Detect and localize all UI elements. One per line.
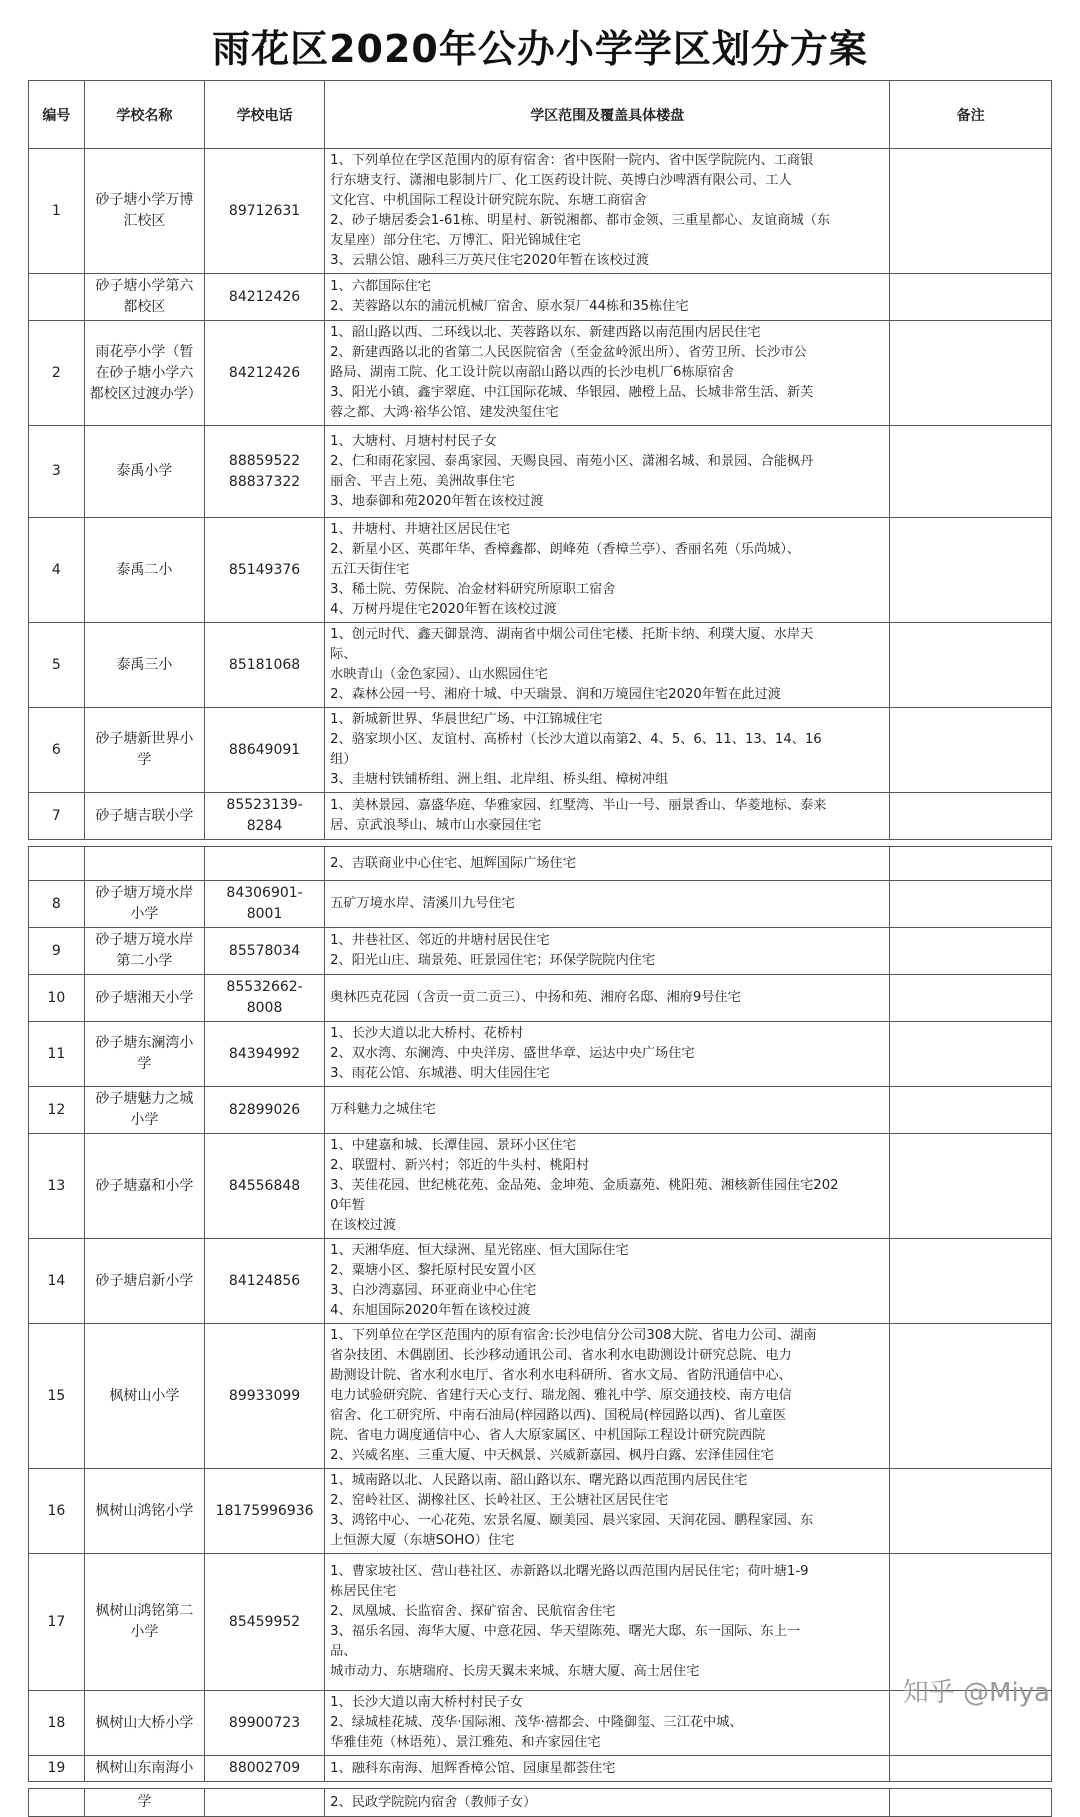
scope-line: 行东塘支行、潇湘电影制片厂、化工医药设计院、英博白沙啤酒有限公司、工人 — [330, 173, 792, 188]
cell-note — [890, 518, 1052, 623]
cell-note — [890, 1789, 1052, 1817]
scope-line: 2、联盟村、新兴村；邻近的牛头村、桃阳村 — [330, 1158, 590, 1173]
cell-no: 2 — [29, 321, 85, 426]
scope-line: 1、大塘村、月塘村村民子女 — [330, 433, 497, 449]
cell-note — [890, 708, 1052, 793]
scope-line: 1、下列单位在学区范围内的原有宿舍：省中医附一院内、省中医学院院内、工商银 — [330, 153, 814, 168]
cell-no: 12 — [29, 1087, 85, 1134]
scope-line: 1、井塘村、井塘社区居民住宅 — [330, 522, 510, 537]
scope-line: 2、民政学院院内宿舍（教师子女） — [330, 1794, 537, 1810]
scope-line: 居、京武浪琴山、城市山水豪园住宅 — [330, 818, 542, 833]
cell-scope — [325, 708, 890, 793]
table-row — [29, 426, 1052, 518]
cell-scope — [325, 881, 890, 928]
scope-line: 1、天湘华庭、恒大绿洲、星光铭座、恒大国际住宅 — [330, 1243, 629, 1258]
cell-scope — [325, 321, 890, 426]
cell-school-name: 砂子塘湘天小学 — [84, 975, 204, 1022]
scope-line: 2、芙蓉路以东的浦沅机械厂宿舍、原水泵厂44栋和35栋住宅 — [330, 299, 689, 314]
scope-line: 3、地泰御和苑2020年暂在该校过渡 — [330, 493, 544, 509]
cell-phone: 84306901-8001 — [204, 881, 324, 928]
scope-line: 组） — [330, 752, 357, 767]
scope-line: 1、韶山路以西、二环线以北、芙蓉路以东、新建西路以南范围内居民住宅 — [330, 325, 761, 340]
scope-line: 1、城南路以北、人民路以南、韶山路以东、曙光路以西范围内居民住宅 — [330, 1473, 748, 1488]
header-note: 备注 — [890, 81, 1052, 149]
cell-school-name: 砂子塘吉联小学 — [84, 793, 204, 840]
scope-line: 勘测设计院、省水利水电厅、省水利水电科研所、省水文局、省防汛通信中心、 — [330, 1368, 792, 1383]
table-row — [29, 321, 1052, 426]
table-row — [29, 149, 1052, 274]
cell-phone: 89900723 — [204, 1691, 324, 1756]
table-row — [29, 975, 1052, 1022]
cell-scope — [325, 1087, 890, 1134]
cell-school-name: 砂子塘魅力之城小学 — [84, 1087, 204, 1134]
cell-scope — [325, 1134, 890, 1239]
cell-scope — [325, 975, 890, 1022]
scope-line: 1、曹家坡社区、营山巷社区、赤新路以北曙光路以西范围内居民住宅；荷叶塘1-9 — [330, 1564, 809, 1579]
cell-scope — [325, 1691, 890, 1756]
cell-no: 14 — [29, 1239, 85, 1324]
cell-scope — [325, 1239, 890, 1324]
cell-phone: 84212426 — [204, 274, 324, 321]
cell-phone: 84212426 — [204, 321, 324, 426]
watermark: 知乎 @Miya — [902, 1678, 1050, 1708]
cell-phone: 85532662-8008 — [204, 975, 324, 1022]
cell-phone: 85459952 — [204, 1554, 324, 1691]
cell-no — [29, 1789, 85, 1817]
scope-line: 1、融科东南海、旭辉香樟公馆、园康星都荟住宅 — [330, 1760, 616, 1776]
scope-line: 万科魅力之城住宅 — [330, 1102, 436, 1117]
scope-line: 3、稀土院、劳保院、冶金材料研究所原职工宿舍 — [330, 582, 616, 597]
scope-line: 2、双水湾、东澜湾、中央洋房、盛世华章、运达中央广场住宅 — [330, 1046, 695, 1061]
cell-no: 5 — [29, 623, 85, 708]
cell-scope — [325, 1469, 890, 1554]
cell-school-name — [84, 847, 204, 881]
cell-phone: 88649091 — [204, 708, 324, 793]
table-row — [29, 847, 1052, 881]
cell-scope — [325, 274, 890, 321]
cell-phone: 82899026 — [204, 1087, 324, 1134]
cell-note — [890, 623, 1052, 708]
cell-note — [890, 426, 1052, 518]
scope-line: 2、吉联商业中心住宅、旭辉国际广场住宅 — [330, 855, 576, 871]
cell-no: 13 — [29, 1134, 85, 1239]
cell-phone: 18175996936 — [204, 1469, 324, 1554]
scope-line: 3、阳光小镇、鑫宇翠庭、中江国际花城、华银园、融橙上品、长城非常生活、新芙 — [330, 385, 814, 400]
cell-note — [890, 321, 1052, 426]
cell-scope — [325, 1789, 890, 1817]
cell-phone: 85578034 — [204, 928, 324, 975]
cell-note — [890, 1469, 1052, 1554]
scope-line: 2、骆家坝小区、友谊村、高桥村（长沙大道以南第2、4、5、6、11、13、14、16 — [330, 732, 822, 747]
cell-no: 3 — [29, 426, 85, 518]
scope-line: 奥林匹克花园（含贡一贡二贡三）、中扬和苑、湘府名邸、湘府9号住宅 — [330, 990, 741, 1005]
scope-line: 际、 — [330, 647, 357, 662]
cell-scope — [325, 426, 890, 518]
scope-line: 3、福乐名园、海华大厦、中意花园、华天望陈苑、曙光大邸、东一国际、东上一 — [330, 1624, 801, 1639]
scope-line: 文化宫、中机国际工程设计研究院东院、东塘工商宿舍 — [330, 193, 647, 208]
scope-line: 1、美林景园、嘉盛华庭、华雅家园、红墅湾、半山一号、丽景香山、华菱地标、泰来 — [330, 798, 827, 813]
cell-phone: 88859522 88837322 — [204, 426, 324, 518]
cell-no: 18 — [29, 1691, 85, 1756]
scope-line: 2、砂子塘居委会1-61栋、明星村、新锐湘都、都市金领、三重星都心、友谊商城（东 — [330, 213, 831, 228]
scope-line: 1、新城新世界、华晨世纪广场、中江锦城住宅 — [330, 712, 603, 727]
table-row — [29, 1691, 1052, 1756]
scope-line: 2、凤凰城、长监宿舍、探矿宿舍、民航宿舍住宅 — [330, 1604, 616, 1619]
scope-line: 2、森林公园一号、湘府十城、中天瑞景、润和万境园住宅2020年暂在此过渡 — [330, 687, 781, 702]
scope-line: 2、阳光山庄、瑞景苑、旺景园住宅；环保学院院内住宅 — [330, 953, 656, 968]
scope-line: 2、新星小区、英郡年华、香樟鑫都、朗峰苑（香樟兰亭）、香丽名苑（乐尚城）、 — [330, 542, 801, 557]
scope-line: 4、东旭国际2020年暂在该校过渡 — [330, 1303, 531, 1318]
header-no: 编号 — [29, 81, 85, 149]
cell-no: 6 — [29, 708, 85, 793]
scope-line: 电力试验研究院、省建行天心支行、瑞龙阁、雅礼中学、原交通技校、南方电信 — [330, 1388, 792, 1403]
table-row — [29, 708, 1052, 793]
cell-no: 17 — [29, 1554, 85, 1691]
cell-note — [890, 274, 1052, 321]
scope-line: 栋居民住宅 — [330, 1584, 397, 1599]
cell-scope — [325, 1324, 890, 1469]
cell-scope — [325, 1022, 890, 1087]
scope-line: 1、井巷社区、邻近的井塘村居民住宅 — [330, 933, 550, 948]
header-row — [29, 81, 1052, 149]
scope-line: 2、新建西路以北的省第二人民医院宿舍（至金盆岭派出所）、省劳卫所、长沙市公 — [330, 345, 807, 360]
scope-line: 3、云鼎公馆、融科三万英尺住宅2020年暂在该校过渡 — [330, 253, 650, 268]
cell-phone: 84124856 — [204, 1239, 324, 1324]
header-name: 学校名称 — [84, 81, 204, 149]
cell-school-name: 枫树山鸿铭小学 — [84, 1469, 204, 1554]
scope-line: 1、六都国际住宅 — [330, 279, 431, 294]
scope-line: 2、窑岭社区、湖橡社区、长岭社区、王公塘社区居民住宅 — [330, 1493, 669, 1508]
cell-phone: 89712631 — [204, 149, 324, 274]
scope-line: 五江天街住宅 — [330, 562, 410, 577]
cell-no: 10 — [29, 975, 85, 1022]
scope-line: 五矿万境水岸、清溪川九号住宅 — [330, 896, 515, 911]
scope-line: 蓉之都、大鸿·裕华公馆、建发泱玺住宅 — [330, 405, 559, 420]
table-row — [29, 928, 1052, 975]
cell-school-name: 学 — [84, 1789, 204, 1817]
cell-note — [890, 1324, 1052, 1469]
cell-school-name: 砂子塘嘉和小学 — [84, 1134, 204, 1239]
scope-line: 省杂技团、木偶剧团、长沙移动通讯公司、省水利水电勘测设计研究总院、电力 — [330, 1348, 792, 1363]
scope-line: 路局、湖南工院、化工设计院以南韶山路以西的长沙电机厂6栋原宿舍 — [330, 365, 735, 380]
cell-scope — [325, 623, 890, 708]
cell-note — [890, 793, 1052, 840]
scope-line: 1、中建嘉和城、长潭佳园、景环小区住宅 — [330, 1138, 576, 1153]
cell-scope — [325, 793, 890, 840]
row-gap — [29, 1782, 1052, 1789]
cell-no: 9 — [29, 928, 85, 975]
header-scope: 学区范围及覆盖具体楼盘 — [325, 81, 890, 149]
cell-note — [890, 928, 1052, 975]
scope-line: 3、鸿铭中心、一心花苑、宏景名厦、颐美园、晨兴家园、天润花园、鹏程家园、东 — [330, 1513, 814, 1528]
cell-school-name: 泰禹二小 — [84, 518, 204, 623]
scope-line: 在该校过渡 — [330, 1218, 397, 1233]
cell-no: 8 — [29, 881, 85, 928]
cell-scope — [325, 518, 890, 623]
cell-school-name: 砂子塘万境水岸小学 — [84, 881, 204, 928]
cell-phone: 84556848 — [204, 1134, 324, 1239]
cell-school-name: 枫树山鸿铭第二小学 — [84, 1554, 204, 1691]
cell-scope — [325, 928, 890, 975]
table-row — [29, 1756, 1052, 1782]
table-row — [29, 1239, 1052, 1324]
cell-no: 16 — [29, 1469, 85, 1554]
cell-scope — [325, 1554, 890, 1691]
cell-phone: 89933099 — [204, 1324, 324, 1469]
cell-scope — [325, 1756, 890, 1782]
scope-line: 水映青山（金色家园）、山水熙园住宅 — [330, 667, 548, 682]
cell-school-name: 砂子塘东澜湾小学 — [84, 1022, 204, 1087]
row-gap — [29, 840, 1052, 847]
scope-line: 1、长沙大道以北大桥村、花桥村 — [330, 1026, 524, 1041]
scope-line: 3、圭塘村铁铺桥组、洲上组、北岸组、桥头组、樟树冲组 — [330, 772, 669, 787]
scope-line: 院、省电力调度通信中心、省人大原家属区、中机国际工程设计研究院西院 — [330, 1428, 766, 1443]
cell-no — [29, 274, 85, 321]
cell-school-name: 枫树山东南海小 — [84, 1756, 204, 1782]
cell-note — [890, 1087, 1052, 1134]
cell-no: 4 — [29, 518, 85, 623]
cell-note — [890, 1756, 1052, 1782]
cell-school-name: 砂子塘新世界小学 — [84, 708, 204, 793]
scope-line: 3、雨花公馆、东城港、明大佳园住宅 — [330, 1066, 550, 1081]
cell-note — [890, 149, 1052, 274]
table-row — [29, 1087, 1052, 1134]
scope-line: 品、 — [330, 1644, 357, 1659]
school-district-table — [28, 80, 1052, 1817]
scope-line: 2、仁和雨花家园、泰禹家园、天赐良园、南苑小区、潇湘名城、和景园、合能枫丹 — [330, 453, 814, 469]
scope-line: 3、芙佳花园、世纪桃花苑、金品苑、金坤苑、金质嘉苑、桃阳苑、湘核新佳园住宅202 — [330, 1178, 839, 1193]
cell-phone: 85181068 — [204, 623, 324, 708]
table-row — [29, 623, 1052, 708]
scope-line: 1、长沙大道以南大桥村村民子女 — [330, 1695, 524, 1710]
scope-line: 丽舍、平吉上苑、美洲故事住宅 — [330, 473, 515, 489]
scope-line: 4、万树丹堤住宅2020年暂在该校过渡 — [330, 602, 557, 617]
table-row — [29, 881, 1052, 928]
table-row — [29, 1022, 1052, 1087]
cell-no: 11 — [29, 1022, 85, 1087]
cell-scope — [325, 847, 890, 881]
cell-school-name: 泰禹三小 — [84, 623, 204, 708]
cell-note — [890, 1134, 1052, 1239]
scope-line: 2、绿城桂花城、茂华·国际湘、茂华·禧都会、中隆御玺、三江花中城、 — [330, 1715, 743, 1730]
cell-school-name: 泰禹小学 — [84, 426, 204, 518]
scope-line: 华雅佳苑（林语苑）、景江雅苑、和卉家园住宅 — [330, 1735, 601, 1750]
cell-phone: 84394992 — [204, 1022, 324, 1087]
scope-line: 宿舍、化工研究所、中南石油局(梓园路以西)、国税局(梓园路以西)、省儿童医 — [330, 1408, 786, 1423]
scope-line: 2、兴威名座、三重大厦、中天枫景、兴威新嘉园、枫丹白露、宏泽佳园住宅 — [330, 1448, 774, 1463]
table-row — [29, 518, 1052, 623]
cell-school-name: 砂子塘小学第六都校区 — [84, 274, 204, 321]
cell-school-name: 砂子塘万境水岸第二小学 — [84, 928, 204, 975]
cell-no: 1 — [29, 149, 85, 274]
cell-school-name: 砂子塘小学万博汇校区 — [84, 149, 204, 274]
cell-phone — [204, 1789, 324, 1817]
cell-note — [890, 881, 1052, 928]
cell-phone — [204, 847, 324, 881]
cell-school-name: 雨花亭小学（暂在砂子塘小学六都校区过渡办学） — [84, 321, 204, 426]
scope-line: 3、白沙湾嘉园、环亚商业中心住宅 — [330, 1283, 537, 1298]
table-row — [29, 1554, 1052, 1691]
scope-line: 1、下列单位在学区范围内的原有宿舍:长沙电信分公司308大院、省电力公司、湖南 — [330, 1328, 817, 1343]
scope-line: 2、粟塘小区、黎托原村民安置小区 — [330, 1263, 537, 1278]
header-phone: 学校电话 — [204, 81, 324, 149]
cell-scope — [325, 149, 890, 274]
scope-line: 0年暂 — [330, 1198, 365, 1213]
cell-phone: 88002709 — [204, 1756, 324, 1782]
cell-school-name: 砂子塘启新小学 — [84, 1239, 204, 1324]
table-row — [29, 1469, 1052, 1554]
scope-line: 1、创元时代、鑫天御景湾、湖南省中烟公司住宅楼、托斯卡纳、利璞大厦、水岸天 — [330, 627, 814, 642]
scope-line: 上恒源大厦（东塘SOHO）住宅 — [330, 1533, 515, 1548]
cell-phone: 85523139-8284 — [204, 793, 324, 840]
table-row — [29, 1324, 1052, 1469]
scope-line: 城市动力、东塘瑞府、长房天翼未来城、东塘大厦、高士居住宅 — [330, 1664, 700, 1679]
cell-note — [890, 975, 1052, 1022]
table-row — [29, 274, 1052, 321]
scope-line: 友星座）部分住宅、万博汇、阳光锦城住宅 — [330, 233, 581, 248]
cell-phone: 85149376 — [204, 518, 324, 623]
cell-note — [890, 1554, 1052, 1691]
cell-note — [890, 1239, 1052, 1324]
page-title: 雨花区2020年公办小学学区划分方案 — [212, 27, 868, 71]
cell-note — [890, 847, 1052, 881]
cell-no: 15 — [29, 1324, 85, 1469]
table-row — [29, 1134, 1052, 1239]
cell-school-name: 枫树山大桥小学 — [84, 1691, 204, 1756]
cell-no — [29, 847, 85, 881]
cell-school-name: 枫树山小学 — [84, 1324, 204, 1469]
table-row — [29, 793, 1052, 840]
cell-no: 7 — [29, 793, 85, 840]
table-row — [29, 1789, 1052, 1817]
cell-note — [890, 1022, 1052, 1087]
cell-no: 19 — [29, 1756, 85, 1782]
